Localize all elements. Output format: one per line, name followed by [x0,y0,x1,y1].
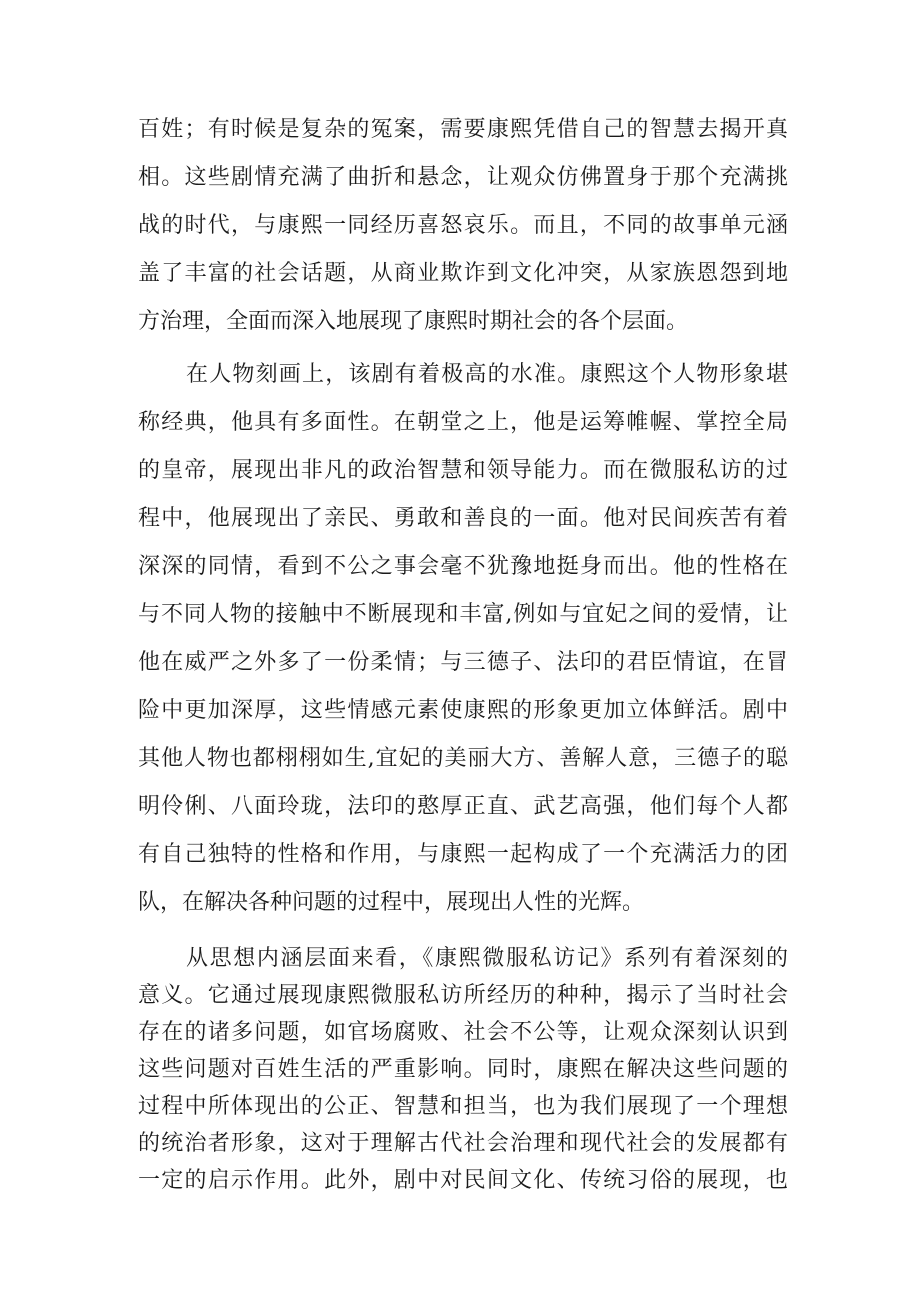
paragraph-1-line-3: 战的时代，与康熙一同经历喜怒哀乐。而且，不同的故事单元涵 [138,213,788,238]
paragraph-2-line-5: 深深的同情，看到不公之事会毫不犹豫地挺身而出。他的性格在 [138,554,788,579]
paragraph-2-line-6: 与不同人物的接触中不断展现和丰富,例如与宜妃之间的爱情，让 [138,602,788,627]
paragraph-3-line-6: 的统治者形象，这对于理解古代社会治理和现代社会的发展都有 [138,1131,788,1156]
paragraph-1-line-1: 百姓；有时候是复杂的冤案，需要康熙凭借自己的智慧去揭开真 [138,117,788,142]
paragraph-2-line-10: 明伶俐、八面玲珑，法印的憨厚正直、武艺高强，他们每个人都 [138,794,788,819]
paragraph-2-line-7: 他在威严之外多了一份柔情；与三德子、法印的君臣情谊，在冒 [138,650,788,675]
paragraph-3-line-1: 从思想内涵层面来看，《康熙微服私访记》系列有着深刻的 [186,946,788,971]
paragraph-1-line-4: 盖了丰富的社会话题，从商业欺诈到文化冲突，从家族恩怨到地 [138,261,788,286]
paragraph-3-line-2: 意义。它通过展现康熙微服私访所经历的种种，揭示了当时社会 [138,983,788,1008]
paragraph-3-line-7: 一定的启示作用。此外，剧中对民间文化、传统习俗的展现，也 [138,1168,788,1193]
paragraph-3-line-3: 存在的诸多问题，如官场腐败、社会不公等，让观众深刻认识到 [138,1020,788,1045]
paragraph-2-line-8: 险中更加深厚，这些情感元素使康熙的形象更加立体鲜活。剧中 [138,698,788,723]
paragraph-2-line-12: 队，在解决各种问题的过程中，展现出人性的光辉。 [138,890,645,915]
paragraph-1-line-2: 相。这些剧情充满了曲折和悬念，让观众仿佛置身于那个充满挑 [138,165,788,190]
paragraph-3-line-4: 这些问题对百姓生活的严重影响。同时，康熙在解决这些问题的 [138,1057,788,1082]
paragraph-3-line-5: 过程中所体现出的公正、智慧和担当，也为我们展现了一个理想 [138,1094,788,1119]
paragraph-2-line-3: 的皇帝，展现出非凡的政治智慧和领导能力。而在微服私访的过 [138,458,788,483]
paragraph-2-line-2: 称经典，他具有多面性。在朝堂之上，他是运筹帷幄、掌控全局 [138,410,788,435]
paragraph-1-line-5: 方治理，全面而深入地展现了康熙时期社会的各个层面。 [138,309,689,334]
paragraph-2-line-9: 其他人物也都栩栩如生,宜妃的美丽大方、善解人意，三德子的聪 [138,746,788,771]
paragraph-2-line-11: 有自己独特的性格和作用，与康熙一起构成了一个充满活力的团 [138,842,788,867]
paragraph-2-line-4: 程中，他展现出了亲民、勇敢和善良的一面。他对民间疾苦有着 [138,506,788,531]
paragraph-2-line-1: 在人物刻画上，该剧有着极高的水准。康熙这个人物形象堪 [186,362,788,387]
